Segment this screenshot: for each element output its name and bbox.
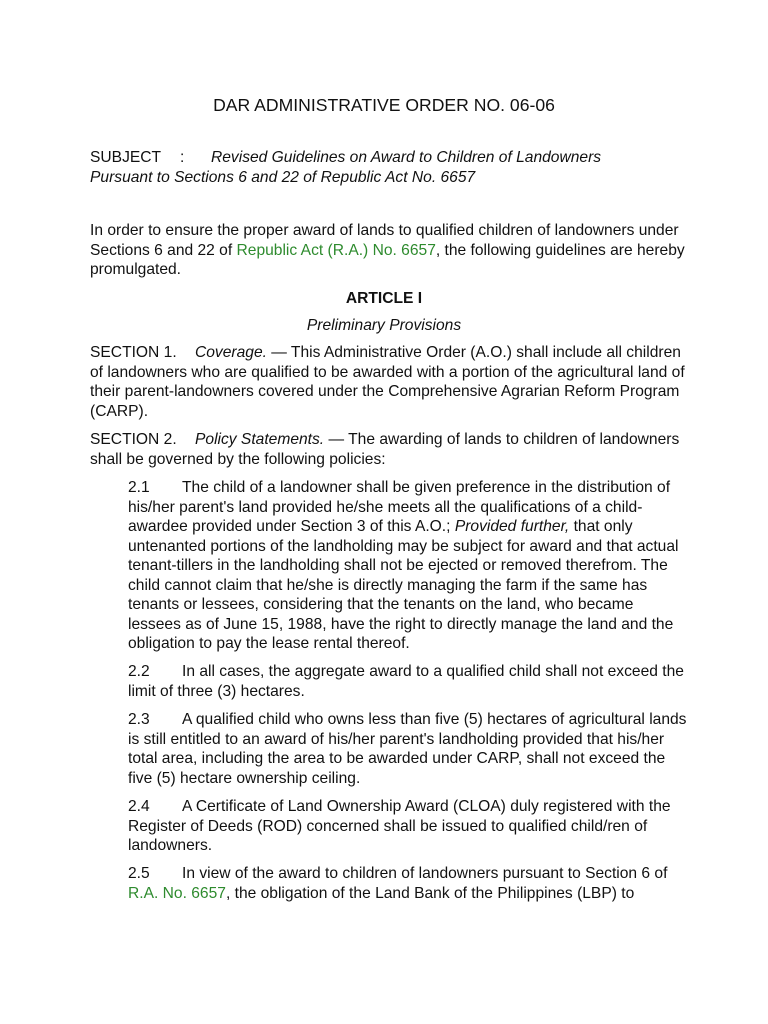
section-1 <box>90 343 690 421</box>
section-1-number: SECTION 1. <box>90 344 177 361</box>
item-2-2-text: In all cases, the aggregate award to a qualified child shall not exceed the limit of three (3) hectares. <box>128 663 684 700</box>
item-2-5-text-after: , the obligation of the Land Bank of the Philippines (LBP) to <box>225 884 635 902</box>
article-subheading: Preliminary Provisions <box>306 317 462 334</box>
subject-colon: : <box>180 149 185 166</box>
item-2-1-number: 2.1 <box>128 479 150 496</box>
item-2-4 <box>128 797 688 856</box>
document-title: DAR ADMINISTRATIVE ORDER NO. 06-06 <box>213 95 555 115</box>
item-2-5 <box>128 864 688 903</box>
item-2-1 <box>128 478 688 654</box>
intro-text-before: In order to ensure the proper award of lands to qualified children of landowners under Sections 6 and 22 of <box>90 222 679 259</box>
subject-block <box>90 148 690 187</box>
item-2-4-number: 2.4 <box>128 798 150 815</box>
subject-line-2: Pursuant to Sections 6 and 22 of Republic Act No. 6657 <box>90 168 476 186</box>
item-2-2 <box>128 662 688 701</box>
ra-6657-link[interactable]: Republic Act (R.A.) No. 6657 <box>236 241 436 259</box>
item-2-3 <box>128 710 688 788</box>
section-1-text: — This Administrative Order (A.O.) shall include all children of landowners who are qualified to be awarded with a portion of the agricultural land of their parent-landowners covered under the Comprehensive Agrarian Reform Program (CARP). <box>90 344 685 420</box>
item-2-1-text-before: The child of a landowner shall be given preference in the distribution of his/her parent's land provided he/she meets all the qualifications of a child-awardee provided under Section 3 of this A.O.; <box>128 479 671 535</box>
item-2-3-number: 2.3 <box>128 711 150 728</box>
item-2-5-number: 2.5 <box>128 865 150 882</box>
subject-line-1: Revised Guidelines on Award to Children of Landowners <box>211 149 602 166</box>
section-2-number: SECTION 2. <box>90 431 177 448</box>
article-heading: ARTICLE I <box>345 290 423 307</box>
item-2-1-emphasis: Provided further, <box>454 518 570 535</box>
section-2 <box>90 430 690 469</box>
item-2-1-text-after: that only untenanted portions of the landholding may be subject for award and that actual tenant-tillers in the landholding shall not be ejected or removed therefrom. The child cannot claim that he/she is directly managing the farm if the same has tenants or lessees, considering that the tenants on the land, who became lessees as of June 15, 1988, have the right to directly manage the land and the obligation to pay the lease rental thereof. <box>128 518 679 652</box>
section-2-name: Policy Statements. <box>195 431 325 448</box>
item-2-2-number: 2.2 <box>128 663 150 680</box>
item-2-3-text: A qualified child who owns less than five (5) hectares of agricultural lands is still entitled to an award of his/her parent's landholding provided that his/her total area, including the area to be awarded under CARP, shall not exceed the five (5) hectare ownership ceiling. <box>128 711 687 787</box>
intro-text-after: , the following guidelines are hereby promulgated. <box>90 241 685 278</box>
subject-label: SUBJECT <box>90 149 162 166</box>
intro-paragraph <box>90 221 690 280</box>
item-2-5-text-before: In view of the award to children of landowners pursuant to Section 6 of <box>182 865 668 882</box>
ra-6657-link-2[interactable]: R.A. No. 6657 <box>128 884 226 902</box>
section-1-name: Coverage. <box>195 344 267 361</box>
section-2-text: — The awarding of lands to children of landowners shall be governed by the following policies: <box>90 431 680 468</box>
item-2-4-text: A Certificate of Land Ownership Award (CLOA) duly registered with the Register of Deeds (ROD) concerned shall be issued to qualified child/ren of landowners. <box>128 798 671 854</box>
